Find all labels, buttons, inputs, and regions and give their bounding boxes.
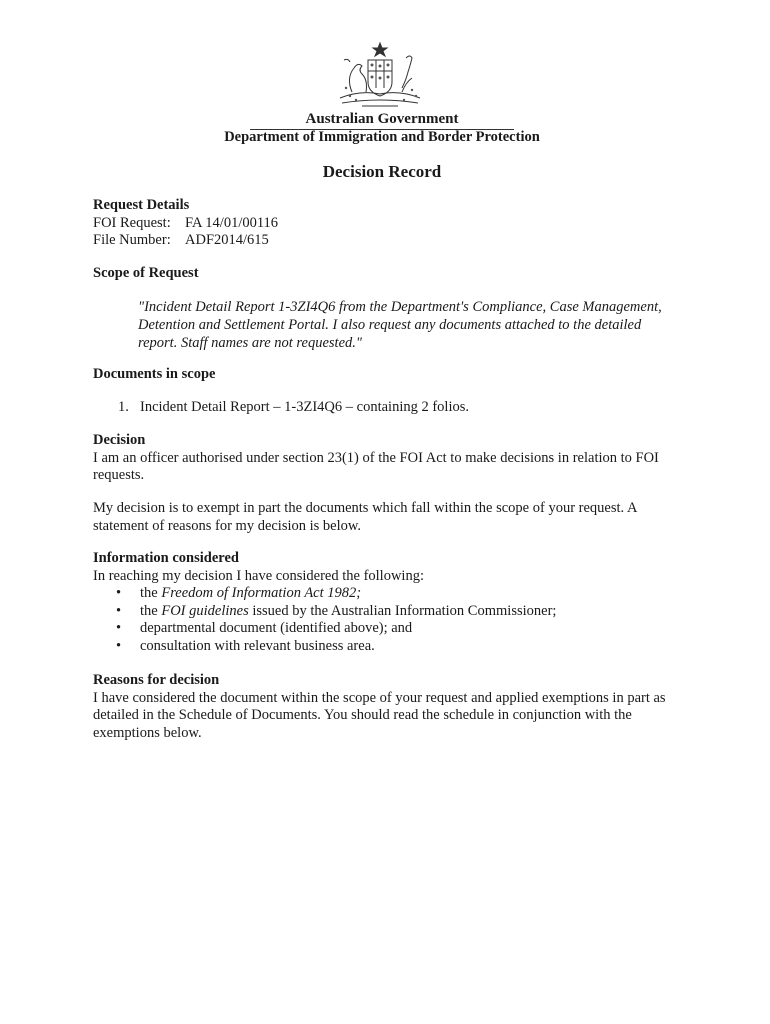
decision-paragraph-1: I am an officer authorised under section 23(1) of the FOI Act to make decisions in relation to FOI requests. <box>93 449 659 483</box>
bullet-icon: • <box>116 585 122 601</box>
foi-request-label: FOI Request: <box>93 214 171 231</box>
coat-of-arms-icon <box>332 40 428 112</box>
government-name: Australian Government <box>250 111 514 130</box>
information-heading: Information considered <box>93 550 239 566</box>
list-item: • consultation with relevant business area. <box>116 637 375 654</box>
bullet-icon: • <box>116 620 122 636</box>
foi-request-value: FA 14/01/00116 <box>185 214 279 231</box>
decision-heading: Decision <box>93 432 146 448</box>
reasons-section <box>93 672 683 742</box>
bullet-icon: • <box>116 602 122 619</box>
foi-request-row <box>93 215 683 233</box>
list-item: • the Freedom of Information Act 1982; <box>116 585 362 601</box>
scope-quote: "Incident Detail Report 1-3ZI4Q6 from the Department's Compliance, Case Management, Detention and Settlement Portal. I also request any documents attached to the detailed report. Staff names are not requested." <box>138 299 662 351</box>
scope-heading: Scope of Request <box>93 265 199 281</box>
list-item: • departmental document (identified above); and <box>116 620 413 636</box>
information-section <box>93 550 683 655</box>
decision-paragraph-2: My decision is to exempt in part the documents which fall within the scope of your request. A statement of reasons for my decision is below. <box>93 500 637 534</box>
document-item-number: 1. <box>118 399 129 415</box>
page-title: Decision Record <box>322 162 442 181</box>
reasons-paragraph: I have considered the document within the scope of your request and applied exemptions in part as detailed in the Schedule of Documents. You should read the schedule in conjunction with the exemptions below. <box>93 689 666 741</box>
file-number-row <box>93 232 683 250</box>
information-intro: In reaching my decision I have considered the following: <box>93 567 424 584</box>
file-number-value: ADF2014/615 <box>185 232 269 248</box>
document-item <box>118 399 469 416</box>
reasons-heading: Reasons for decision <box>93 672 220 688</box>
information-list <box>93 585 683 655</box>
list-item: • the FOI guidelines issued by the Australian Information Commissioner; <box>116 602 557 619</box>
document-item-text: Incident Detail Report – 1-3ZI4Q6 – containing 2 folios. <box>140 399 469 415</box>
request-details-section <box>93 197 683 250</box>
documents-heading: Documents in scope <box>93 366 216 382</box>
department-name: Department of Immigration and Border Protection <box>224 129 540 145</box>
file-number-label: File Number: <box>93 232 171 248</box>
decision-section <box>93 432 683 485</box>
bullet-icon: • <box>116 637 122 654</box>
request-details-heading: Request Details <box>93 197 190 213</box>
